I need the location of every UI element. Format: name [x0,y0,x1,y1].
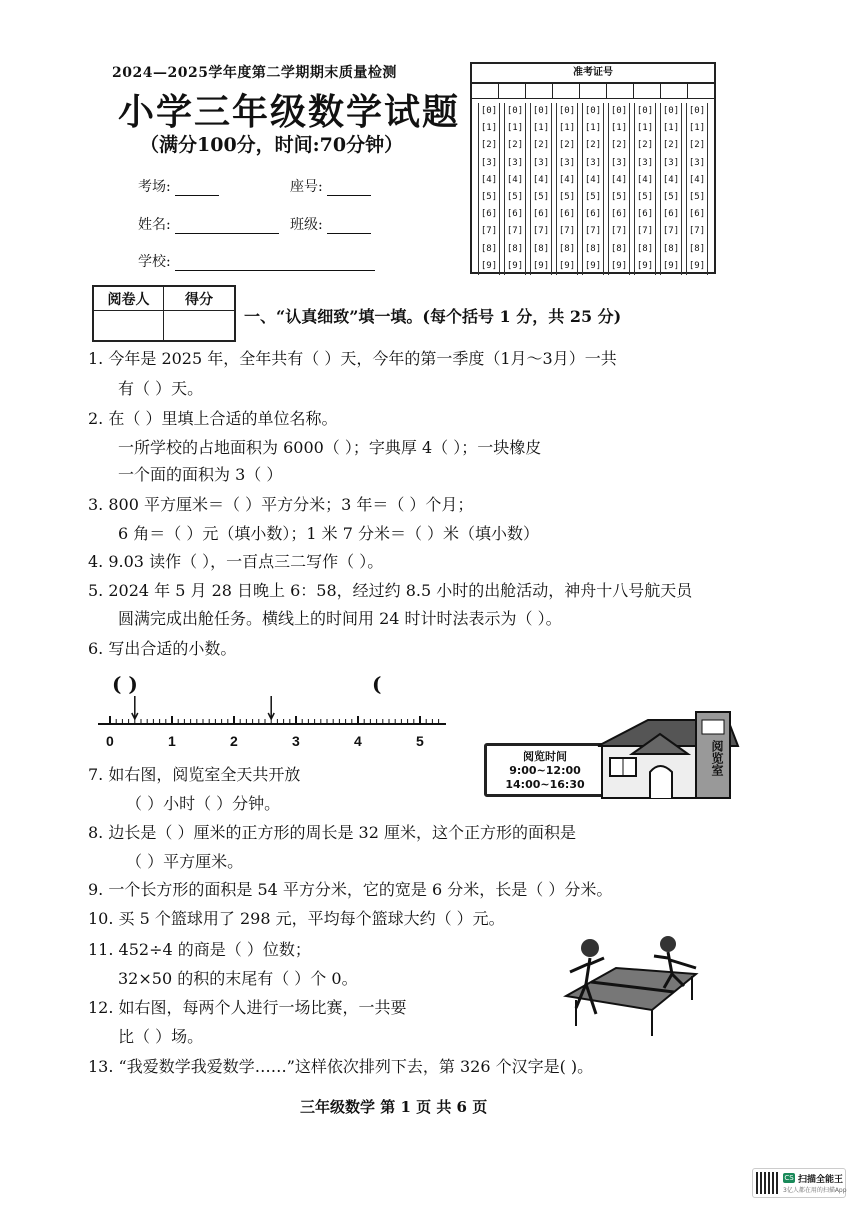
scanner-app-badge [752,1168,846,1198]
question-11-line2: 32×50 的积的末尾有（ ）个 0。 [118,969,358,988]
exam-subtitle: （满分100分，时间:70分钟） [140,134,404,156]
admission-digit-bubble[interactable]: [8] [686,241,708,258]
admission-number-grid [470,62,716,274]
admission-digit-bubble[interactable]: [6] [686,206,708,223]
question-7-line1: 7. 如右图，阅览室全天共开放 [88,765,301,784]
admission-digit-bubble[interactable]: [4] [608,172,630,189]
question-11-line1: 11. 452÷4 的商是（ ）位数； [88,940,311,959]
question-8-line2: （ ）平方厘米。 [126,852,244,871]
admission-digit-bubble[interactable]: [1] [582,120,604,137]
admission-digit-bubble[interactable]: [2] [608,137,630,154]
question-2-line2: 一所学校的占地面积为 6000（ ）；字典厚 4（ ）；一块橡皮 [118,438,542,457]
admission-column [684,103,710,275]
admission-digit-bubble[interactable]: [4] [530,172,552,189]
admission-digit-bubble[interactable]: [3] [556,155,578,172]
admission-digit-bubble[interactable]: [5] [660,189,682,206]
admission-digit-bubble[interactable]: [6] [608,206,630,223]
admission-digit-bubble[interactable]: [2] [530,137,552,154]
admission-digit-bubble[interactable]: [2] [582,137,604,154]
admission-digit-bubble[interactable]: [1] [660,120,682,137]
admission-digit-bubble[interactable]: [9] [608,258,630,275]
admission-column [476,103,502,275]
admission-digit-bubble[interactable]: [2] [556,137,578,154]
admission-digit-bubble[interactable]: [0] [686,103,708,120]
admission-digit-bubble[interactable]: [9] [504,258,526,275]
admission-digit-bubble[interactable]: [0] [634,103,656,120]
school-field [138,251,375,271]
admission-digit-bubble[interactable]: [3] [504,155,526,172]
admission-digit-bubble[interactable]: [9] [686,258,708,275]
admission-column [632,103,658,275]
question-8-line1: 8. 边长是（ ）厘米的正方形的周长是 32 厘米，这个正方形的面积是 [88,823,576,842]
admission-digit-bubble[interactable]: [5] [634,189,656,206]
admission-digit-bubble[interactable]: [8] [582,241,604,258]
section-1-heading: 一、“认真细致”填一填。(每个括号 1 分，共 25 分) [244,307,622,326]
score-label: 得分 [164,287,234,311]
admission-digit-bubble[interactable]: [4] [582,172,604,189]
question-5-line1: 5. 2024 年 5 月 28 日晚上 6：58，经过约 8.5 小时的出舱活动，神舟十八号航天员 [88,581,693,600]
admission-digit-bubble[interactable]: [7] [530,223,552,240]
schedule-title: 阅览时间 [523,750,567,763]
admission-digit-bubble[interactable]: [9] [556,258,578,275]
admission-digit-bubble[interactable]: [6] [556,206,578,223]
number-line [96,694,456,754]
admission-number-title: 准考证号 [472,64,714,84]
admission-digit-bubble[interactable]: [0] [608,103,630,120]
admission-digit-bubble[interactable]: [0] [478,103,500,120]
school-blank[interactable] [175,256,375,271]
seat-number-blank[interactable] [327,181,371,196]
admission-digit-bubble[interactable]: [3] [608,155,630,172]
admission-digit-bubble[interactable]: [7] [478,223,500,240]
admission-digit-bubble[interactable]: [6] [582,206,604,223]
exam-room-field [138,176,219,196]
admission-digit-bubble[interactable]: [5] [556,189,578,206]
scanner-app-name: 扫描全能王 [798,1175,844,1185]
admission-digit-bubble[interactable]: [7] [686,223,708,240]
page-footer: 三年级数学 第 1 页 共 6 页 [300,1098,488,1116]
admission-digit-bubble[interactable]: [1] [556,120,578,137]
admission-column [554,103,580,275]
admission-digit-bubble[interactable]: [8] [478,241,500,258]
grader-cell[interactable] [94,311,164,340]
admission-digit-bubble[interactable]: [3] [478,155,500,172]
exam-header-line: 2024—2025学年度第二学期期末质量检测 [112,65,397,81]
admission-column [502,103,528,275]
table-tennis-illustration [556,934,706,1040]
question-3-line1: 3. 800 平方厘米＝（ ）平方分米；3 年＝（ ）个月； [88,495,474,514]
admission-digit-bubble[interactable]: [7] [556,223,578,240]
camscanner-logo-icon: CS [784,1174,794,1182]
grader-label: 阅卷人 [94,287,164,311]
seat-number-label: 座号: [290,179,323,195]
admission-digit-bubble[interactable]: [4] [556,172,578,189]
admission-digit-bubble[interactable]: [9] [530,258,552,275]
admission-digit-bubble[interactable]: [5] [478,189,500,206]
admission-digit-bubble[interactable]: [5] [582,189,604,206]
name-blank[interactable] [175,219,279,234]
admission-digit-bubble[interactable]: [5] [686,189,708,206]
admission-digit-bubble[interactable]: [4] [634,172,656,189]
admission-digit-bubble[interactable]: [2] [504,137,526,154]
admission-digit-bubble[interactable]: [1] [504,120,526,137]
admission-digit-bubble[interactable]: [9] [582,258,604,275]
admission-digit-bubble[interactable]: [8] [634,241,656,258]
admission-digit-bubble[interactable]: [8] [660,241,682,258]
schedule-time-2: 14:00~16:30 [505,778,585,791]
qr-code-icon [756,1172,778,1194]
admission-digit-bubble[interactable]: [9] [478,258,500,275]
question-10: 10. 买 5 个篮球用了 298 元，平均每个篮球大约（ ）元。 [88,909,505,928]
admission-digit-bubble[interactable]: [5] [608,189,630,206]
question-2-line1: 2. 在（ ）里填上合适的单位名称。 [88,409,338,428]
number-line-label: 3 [292,733,300,749]
number-line-label: 4 [354,733,362,749]
admission-digit-bubble[interactable]: [8] [504,241,526,258]
admission-digit-bubble[interactable]: [6] [504,206,526,223]
question-12-line2: 比（ ）场。 [118,1027,204,1046]
admission-digit-bubble[interactable]: [2] [478,137,500,154]
question-1-line2: 有（ ）天。 [118,379,204,398]
number-line-bracket-2[interactable]: ( [372,672,382,696]
admission-digit-bubble[interactable]: [8] [556,241,578,258]
question-2-line3: 一个面的面积为 3（ ） [118,465,283,484]
name-field [138,214,279,234]
question-3-line2: 6 角＝（ ）元（填小数）；1 米 7 分米＝（ ）米（填小数） [118,524,540,543]
admission-digit-bubble[interactable]: [7] [504,223,526,240]
admission-digit-bubble[interactable]: [6] [634,206,656,223]
admission-bubble-columns [472,99,714,275]
admission-digit-bubble[interactable]: [3] [660,155,682,172]
scanner-app-tagline: 3亿人都在用的扫描App [783,1187,847,1194]
exam-room-label: 考场: [138,179,171,195]
admission-digit-bubble[interactable]: [7] [660,223,682,240]
admission-column [606,103,632,275]
question-12-line1: 12. 如右图，每两个人进行一场比赛，一共要 [88,998,407,1017]
question-9: 9. 一个长方形的面积是 54 平方分米，它的宽是 6 分米，长是（ ）分米。 [88,880,613,899]
admission-digit-bubble[interactable]: [2] [634,137,656,154]
admission-digit-bubble[interactable]: [8] [608,241,630,258]
admission-digit-bubble[interactable]: [0] [556,103,578,120]
admission-digit-bubble[interactable]: [6] [478,206,500,223]
exam-room-blank[interactable] [175,181,219,196]
admission-digit-bubble[interactable]: [3] [530,155,552,172]
admission-digit-bubble[interactable]: [4] [660,172,682,189]
admission-digit-bubble[interactable]: [2] [686,137,708,154]
admission-number-write-row[interactable] [472,84,714,99]
school-label: 学校: [138,254,171,270]
admission-digit-bubble[interactable]: [1] [608,120,630,137]
name-label: 姓名: [138,217,171,233]
admission-digit-bubble[interactable]: [0] [660,103,682,120]
question-4: 4. 9.03 读作（ ），一百点三二写作（ ）。 [88,552,384,571]
admission-digit-bubble[interactable]: [0] [504,103,526,120]
admission-digit-bubble[interactable]: [7] [582,223,604,240]
admission-digit-bubble[interactable]: [7] [608,223,630,240]
admission-digit-bubble[interactable]: [5] [504,189,526,206]
admission-digit-bubble[interactable]: [1] [634,120,656,137]
admission-digit-bubble[interactable]: [2] [660,137,682,154]
admission-digit-bubble[interactable]: [1] [686,120,708,137]
reading-room-sign: 阅览室 [710,740,724,776]
question-7-line2: （ ）小时（ ）分钟。 [126,794,281,813]
schedule-time-1: 9:00~12:00 [509,764,581,777]
admission-digit-bubble[interactable]: [9] [634,258,656,275]
number-line-arrow [132,696,138,719]
admission-digit-bubble[interactable]: [0] [530,103,552,120]
admission-digit-bubble[interactable]: [6] [660,206,682,223]
number-line-bracket-1[interactable]: ( ) [112,672,138,696]
class-field [290,214,371,234]
admission-digit-bubble[interactable]: [5] [530,189,552,206]
number-line-label: 0 [106,733,114,749]
admission-digit-bubble[interactable]: [1] [530,120,552,137]
question-6: 6. 写出合适的小数。 [88,639,237,658]
admission-column [580,103,606,275]
admission-digit-bubble[interactable]: [3] [634,155,656,172]
seat-number-field [290,176,371,196]
question-5-line2: 圆满完成出舱任务。横线上的时间用 24 时计时法表示为（ ）。 [118,609,562,628]
exam-title: 小学三年级数学试题 [118,91,461,133]
score-box [92,285,236,342]
class-blank[interactable] [327,219,371,234]
admission-digit-bubble[interactable]: [0] [582,103,604,120]
admission-digit-bubble[interactable]: [7] [634,223,656,240]
number-line-label: 5 [416,733,424,749]
admission-digit-bubble[interactable]: [3] [582,155,604,172]
question-13: 13. “我爱数学我爱数学……”这样依次排列下去，第 326 个汉字是( )。 [88,1057,594,1076]
question-1-line1: 1. 今年是 2025 年，全年共有（ ）天，今年的第一季度（1月～3月）一共 [88,349,617,368]
admission-digit-bubble[interactable]: [3] [686,155,708,172]
class-label: 班级: [290,217,323,233]
number-line-label: 2 [230,733,238,749]
admission-digit-bubble[interactable]: [6] [530,206,552,223]
admission-column [528,103,554,275]
admission-digit-bubble[interactable]: [9] [660,258,682,275]
admission-digit-bubble[interactable]: [1] [478,120,500,137]
number-line-label: 1 [168,733,176,749]
number-line-arrow [268,696,274,719]
score-cell[interactable] [164,311,234,340]
admission-column [658,103,684,275]
admission-digit-bubble[interactable]: [4] [478,172,500,189]
admission-digit-bubble[interactable]: [4] [686,172,708,189]
admission-digit-bubble[interactable]: [8] [530,241,552,258]
admission-digit-bubble[interactable]: [4] [504,172,526,189]
